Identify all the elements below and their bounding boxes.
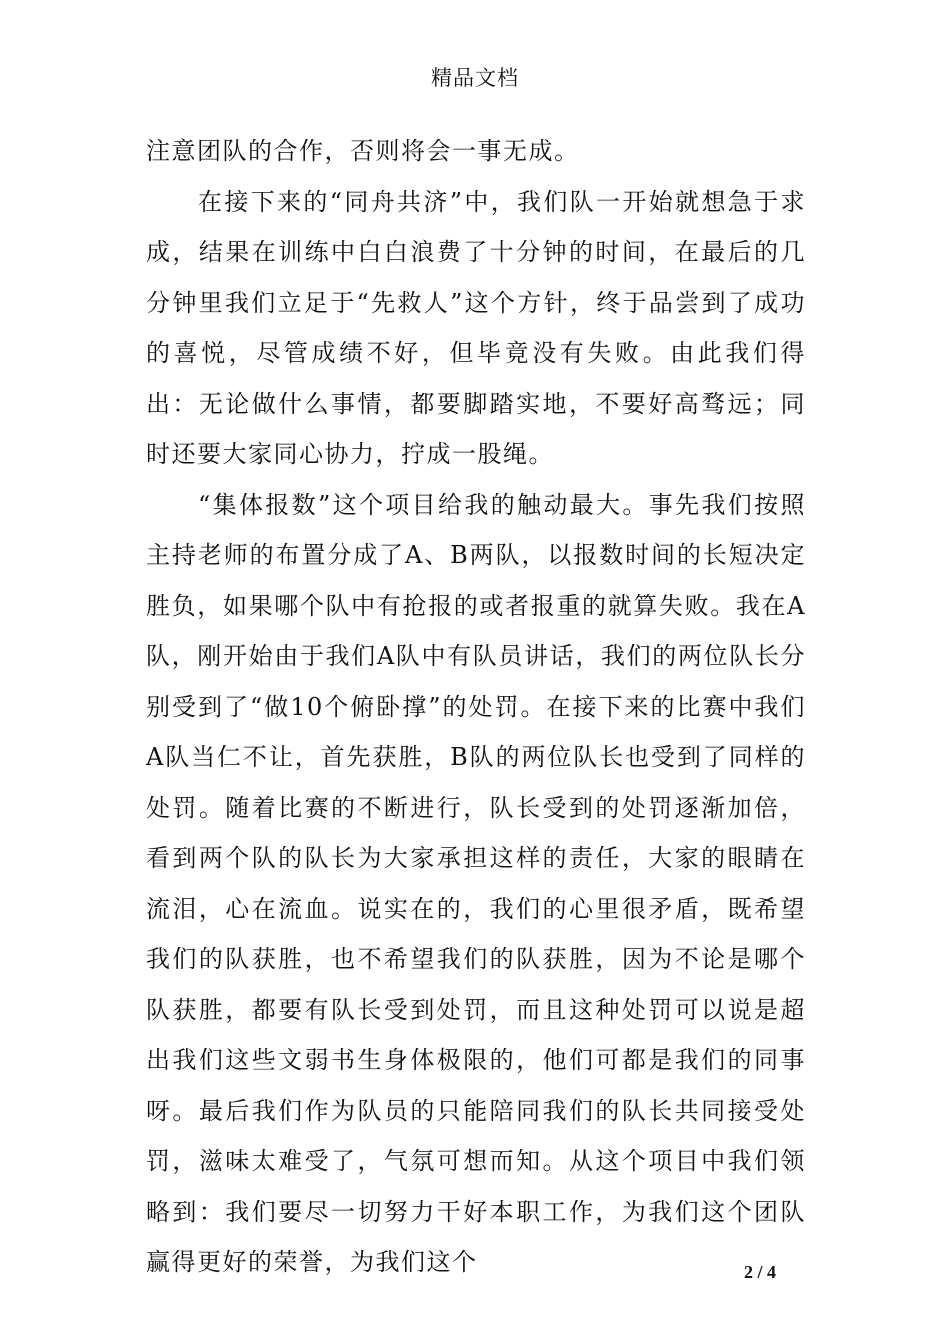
paragraph-jiti-baoshu: “集体报数”这个项目给我的触动最大。事先我们按照主持老师的布置分成了A、B两队，以报数时间的长短决定胜负，如果哪个队中有抢报的或者报重的就算失败。我在A队，刚开始由于我们A队中有队员讲话，我们的两位队长分别受到了“做10个俯卧撑”的处罚。在接下来的比赛中我们A队当仁不让，首先获胜，B队的两位队长也受到了同样的处罚。随着比赛的不断进行，队长受到的处罚逐渐加倍，看到两个队的队长为大家承担这样的责任，大家的眼睛在流泪，心在流血。说实在的，我们的心里很矛盾，既希望我们的队获胜，也不希望我们的队获胜，因为不论是哪个队获胜，都要有队长受到处罚，而且这种处罚可以说是超出我们这些文弱书生身体极限的，他们可都是我们的同事呀。最后我们作为队员的只能陪同我们的队长共同接受处罚，滋味太难受了，气氛可想而知。从这个项目中我们领略到：我们要尽一切努力干好本职工作，为我们这个团队赢得更好的荣誉，为我们这个	[146, 490, 806, 1276]
page-header-title: 精品文档	[431, 66, 519, 90]
paragraph-tongzhou-gongji: 在接下来的“同舟共济”中，我们队一开始就想急于求成，结果在训练中白白浪费了十分钟的时间，在最后的几分钟里我们立足于“先救人”这个方针，终于品尝到了成功的喜悦，尽管成绩不好，但毕竟没有失败。由此我们得出：无论做什么事情，都要脚踏实地，不要好高骛远；同时还要大家同心协力，拧成一股绳。	[146, 187, 806, 468]
page-number: 2 / 4	[744, 1262, 777, 1282]
paragraph-continuation: 注意团队的合作，否则将会一事无成。	[146, 137, 580, 165]
document-body	[146, 126, 806, 1288]
